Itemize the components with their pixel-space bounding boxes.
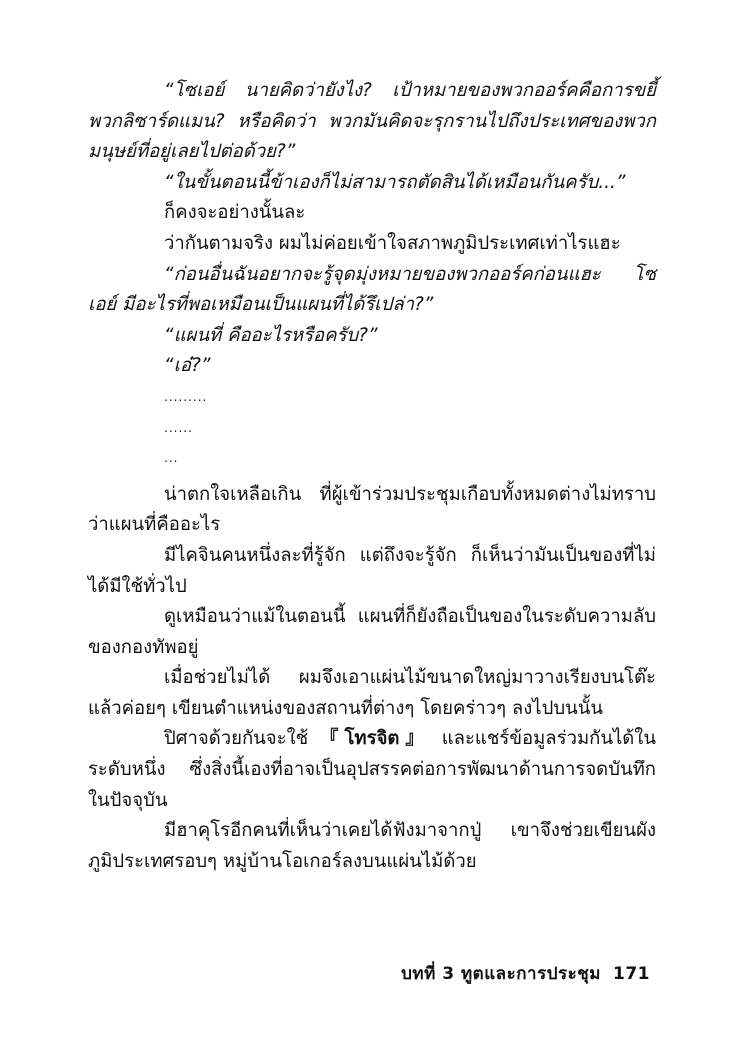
page-footer [401,960,650,987]
dialogue-paragraph: “ในขั้นตอนนี้ข้าเองก็ไม่สามารถตัดสินได้เหมือนกันครับ...” [164,171,626,193]
narration-paragraph: ดูเหมือนว่าแม้ในตอนนี้ แผนที่ก็ยังถือเป็นของในระดับความลับของกองทัพอยู่ [88,606,656,658]
chapter-title: บทที่ 3 ทูตและการประชุม [401,964,601,984]
narration-paragraph: มีไคจินคนหนึ่งละที่รู้จัก แต่ถึงจะรู้จัก ก็เห็นว่ามันเป็นของที่ไม่ได้มีใช้ทั่วไป [88,544,656,597]
narration-paragraph: น่าตกใจเหลือเกิน ที่ผู้เข้าร่วมประชุมเกือบทั้งหมดต่างไม่ทราบว่าแผนที่คืออะไร [88,483,656,536]
body-text [88,76,656,877]
telepathy-term: 『โทรจิต』 [320,728,430,750]
dialogue-paragraph: “ก่อนอื่นฉันอยากจะรู้จุดมุ่งหมายของพวกออร์คก่อนแฮะ โซเอย์ มีอะไรที่พอเหมือนเป็นแผนที่ได้รึเปล่า?” [88,263,656,316]
ellipsis-line: ...... [164,420,193,435]
dialogue-paragraph: “เอ๋?” [164,355,211,377]
narration-paragraph: เมื่อช่วยไม่ได้ ผมจึงเอาแผ่นไม้ขนาดใหญ่มาวางเรียงบนโต๊ะ แล้วค่อยๆ เขียนตำแหน่งของสถานที่ต่างๆ โดยคร่าวๆ ลงไปบนนั้น [88,667,656,719]
narration-paragraph: ว่ากันตามจริง ผมไม่ค่อยเข้าใจสภาพภูมิประเทศเท่าไรแฮะ [164,232,621,254]
narration-paragraph [88,724,656,816]
narration-paragraph: ก็คงจะอย่างนั้นละ [164,202,306,224]
dialogue-paragraph: “โซเอย์ นายคิดว่ายังไง? เป้าหมายของพวกออร์คคือการขยี้พวกลิซาร์ดแมน? หรือคิดว่า พวกมันคิดจะรุกรานไปถึงประเทศของพวกมนุษย์ที่อยู่เลยไปต่อด้วย?” [88,80,656,163]
paragraph-text-after: และแชร์ข้อมูลร่วมกันได้ในระดับหนึ่ง ซึ่งสิ่งนี้เองที่อาจเป็นอุปสรรคต่อการพัฒนาด้านการจดบันทึกในปัจจุบัน [88,728,656,811]
page-number: 171 [613,964,650,984]
ellipsis-line: ......... [164,389,208,404]
ellipsis-line: ... [164,451,179,466]
dialogue-paragraph: “แผนที่ คืออะไรหรือครับ?” [164,324,378,346]
narration-paragraph: มีฮาคุโรอีกคนที่เห็นว่าเคยได้ฟังมาจากปู่ เขาจึงช่วยเขียนผังภูมิประเทศรอบๆ หมู่บ้านโอเกอร์ลงบนแผ่นไม้ด้วย [88,820,656,872]
paragraph-text-before: ปิศาจด้วยกันจะใช้ [164,728,321,750]
